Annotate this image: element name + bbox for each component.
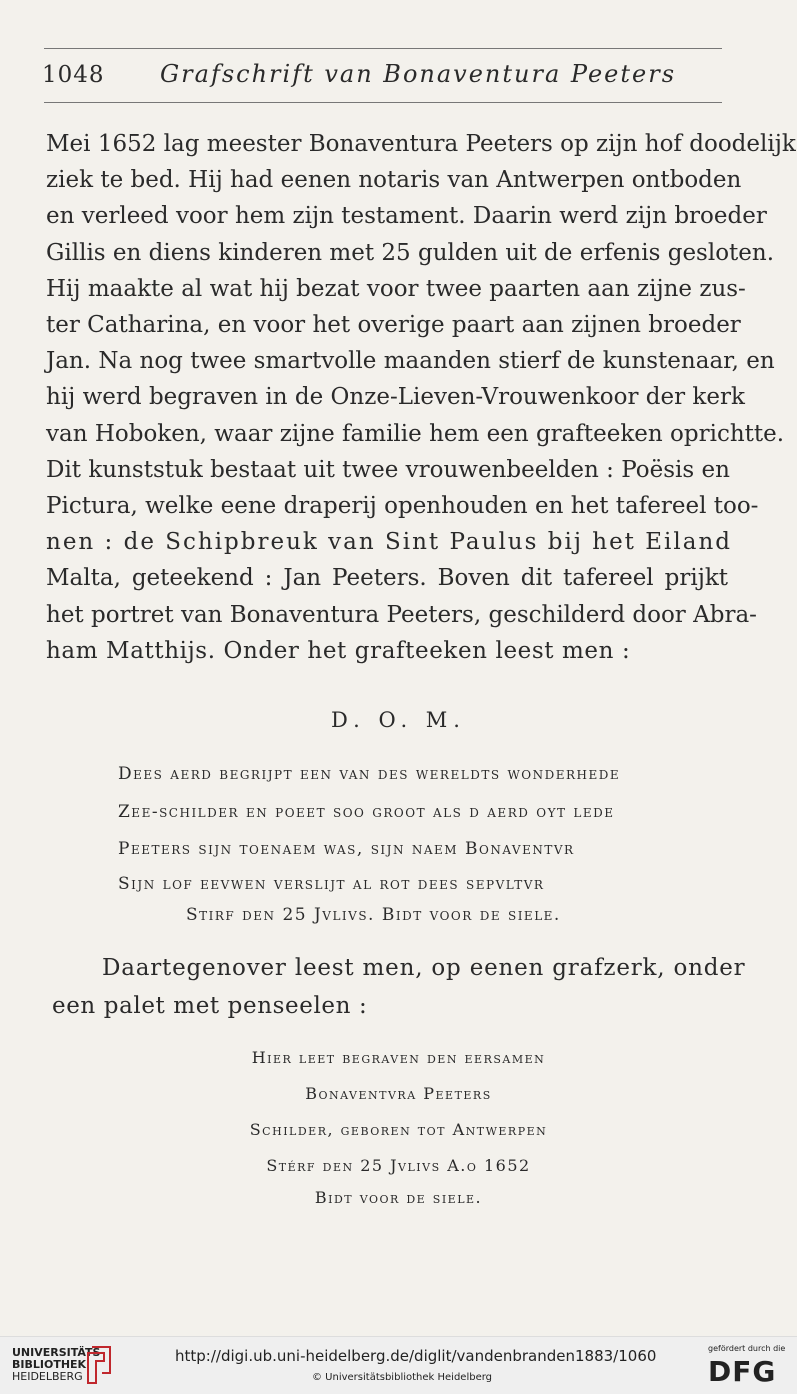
running-title: Grafschrift van Bonaventura Peeters: [160, 60, 677, 88]
text-line: Pictura, welke eene draperij openhouden en het tafereel too-: [46, 493, 759, 520]
epitaph-heading: D. O. M.: [331, 708, 466, 732]
library-logo-icon: [84, 1343, 114, 1387]
text-line: een palet met penseelen :: [52, 993, 368, 1019]
paragraph-1: [46, 126, 796, 669]
dfg-logo: DFG: [708, 1355, 777, 1388]
text-line: het portret van Bonaventura Peeters, geschilderd door Abra-: [46, 601, 757, 628]
source-url-link[interactable]: http://digi.ub.uni-heidelberg.de/diglit/vandenbranden1883/1060: [175, 1347, 657, 1365]
epitaph-line: Hier leet begraven den eersamen: [251, 1048, 546, 1067]
page-number: 1048: [42, 62, 105, 88]
text-line: Hij maakte al wat hij bezat voor twee paarten aan zijne zus-: [46, 275, 746, 302]
copyright-text: © Universitätsbibliothek Heidelberg: [312, 1372, 493, 1383]
text-line: van Hoboken, waar zijne familie hem een grafteeken oprichtte.: [46, 420, 785, 447]
epitaph-line: Sijn lof eevwen verslijt al rot dees sepvltvr: [118, 874, 545, 894]
text-line: Dit kunststuk bestaat uit twee vrouwenbeelden : Poësis en: [46, 456, 730, 483]
epitaph-line: Stérf den 25 Jvlivs A.o 1652: [266, 1156, 531, 1175]
funded-by-text: gefördert durch die: [708, 1344, 786, 1353]
header-rule-bottom: [44, 102, 722, 103]
text-line: Gillis en diens kinderen met 25 gulden uit de erfenis gesloten.: [46, 239, 775, 266]
epitaph-line: Peeters sijn toenaem was, sijn naem Bonaventvr: [118, 839, 575, 859]
epitaph-line: Schilder, geboren tot Antwerpen: [249, 1120, 548, 1139]
text-line: Daartegenover leest men, op eenen grafzerk, onder: [102, 955, 746, 981]
text-line: nen : de Schipbreuk van Sint Paulus bij het Eiland: [46, 529, 732, 556]
text-line: Mei 1652 lag meester Bonaventura Peeters op zijn hof doodelijk: [46, 131, 796, 157]
footer-bar: [0, 1336, 797, 1394]
epitaph-line: Bidt voor de siele.: [314, 1188, 483, 1207]
header-rule-top: [44, 48, 722, 49]
epitaph-line: Dees aerd begrijpt een van des wereldts wonderhede: [118, 764, 621, 784]
library-name: UNIVERSITÄTS- BIBLIOTHEK HEIDELBERG: [12, 1346, 106, 1383]
text-line: Malta, geteekend : Jan Peeters. Boven dit tafereel prijkt: [46, 565, 728, 592]
epitaph-line: Bonaventvra Peeters: [305, 1084, 492, 1103]
text-line: ziek te bed. Hij had eenen notaris van Antwerpen ontboden: [46, 167, 742, 194]
text-line: Jan. Na nog twee smartvolle maanden stierf de kunstenaar, en: [46, 348, 775, 375]
epitaph-line: Zee-schilder en poeet soo groot als d aerd oyt lede: [118, 802, 615, 822]
text-line: ter Catharina, en voor het overige paart aan zijnen broeder: [46, 312, 741, 339]
text-line: en verleed voor hem zijn testament. Daarin werd zijn broeder: [46, 203, 767, 230]
text-line: hij werd begraven in de Onze-Lieven-Vrouwenkoor der kerk: [46, 384, 745, 411]
epitaph-line: Stirf den 25 Jvlivs. Bidt voor de siele.: [186, 905, 561, 925]
text-line-last: ham Matthijs. Onder het grafteeken leest men :: [46, 637, 631, 664]
